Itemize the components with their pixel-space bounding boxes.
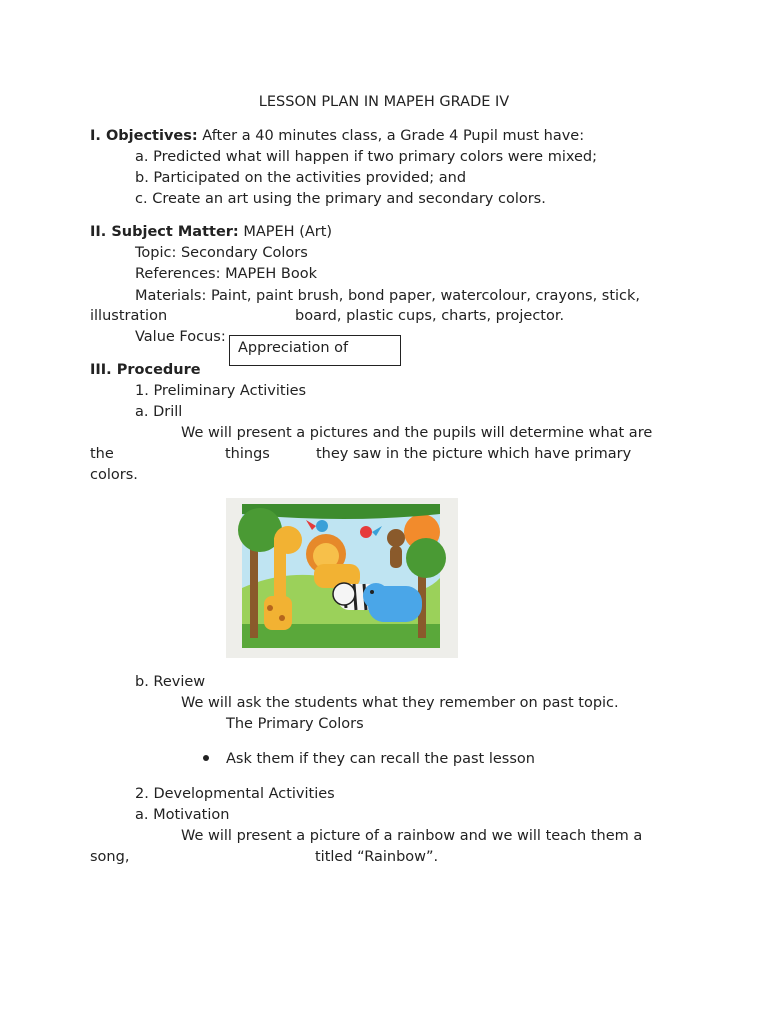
- bullet-text: Ask them if they can recall the past lesson: [226, 751, 535, 767]
- review-line-1: We will ask the students what they remember on past topic.: [181, 695, 619, 711]
- motivation-heading: a. Motivation: [135, 807, 230, 823]
- review-line-2: The Primary Colors: [226, 716, 364, 732]
- objectives-heading: I. Objectives:: [90, 128, 198, 144]
- objective-c: c. Create an art using the primary and secondary colors.: [135, 191, 546, 207]
- materials-line-2b: board, plastic cups, charts, projector.: [295, 308, 565, 324]
- drill-heading: a. Drill: [135, 404, 183, 420]
- references: References: MAPEH Book: [135, 266, 318, 282]
- objective-a: a. Predicted what will happen if two primary colors were mixed;: [135, 149, 598, 165]
- motivation-line-2b: titled “Rainbow”.: [315, 849, 439, 865]
- drill-line-2b: things: [225, 446, 270, 462]
- developmental-activities: 2. Developmental Activities: [135, 786, 335, 802]
- drill-line-2a: the: [90, 446, 114, 462]
- topic: Topic: Secondary Colors: [135, 245, 308, 261]
- bullet-dot: [203, 755, 209, 761]
- objectives-intro: After a 40 minutes class, a Grade 4 Pupil must have:: [197, 128, 585, 144]
- preliminary-activities: 1. Preliminary Activities: [135, 383, 307, 399]
- page-title: LESSON PLAN IN MAPEH GRADE IV: [258, 94, 510, 110]
- materials-line-1: Materials: Paint, paint brush, bond paper, watercolour, crayons, stick,: [135, 288, 641, 304]
- jungle-animals-image: [226, 498, 458, 658]
- motivation-line-1: We will present a picture of a rainbow and we will teach them a: [181, 828, 643, 844]
- review-heading: b. Review: [135, 674, 206, 690]
- objectives-line: [90, 127, 584, 145]
- drill-line-3: colors.: [90, 467, 138, 483]
- drill-line-2c: they saw in the picture which have primary: [316, 446, 632, 462]
- subject-value: MAPEH (Art): [238, 224, 333, 240]
- drill-line-1: We will present a pictures and the pupils will determine what are: [181, 425, 653, 441]
- materials-line-2a: illustration: [90, 308, 168, 324]
- value-focus-label: Value Focus:: [135, 329, 226, 345]
- motivation-line-2a: song,: [90, 849, 130, 865]
- objective-b: b. Participated on the activities provided; and: [135, 170, 467, 186]
- value-focus-box: [229, 335, 401, 366]
- subject-heading: II. Subject Matter:: [90, 224, 239, 240]
- jungle-animals-illustration: [226, 498, 458, 658]
- subject-line: [90, 223, 332, 241]
- value-focus-text: Appreciation of: [238, 340, 349, 356]
- procedure-heading: III. Procedure: [90, 362, 201, 378]
